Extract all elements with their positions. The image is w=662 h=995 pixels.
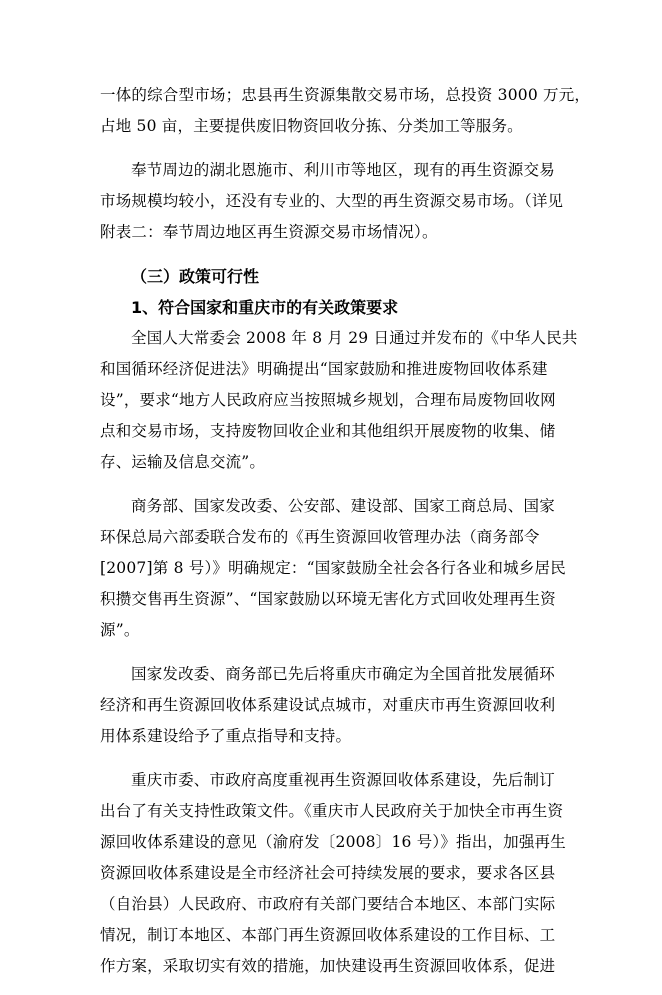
text-line: 源”。 — [100, 621, 140, 639]
text-line: 源回收体系建设的意见（渝府发〔2008〕16 号）》指出，加强再生 — [100, 833, 566, 851]
text-line: 市场规模均较小，还没有专业的、大型的再生资源交易市场。（详见 — [100, 192, 564, 210]
text-line: 点和交易市场，支持废物回收企业和其他组织开展废物的收集、储 — [100, 422, 556, 440]
document-page — [100, 80, 591, 995]
text-line: 国家发改委、商务部已先后将重庆市确定为全国首批发展循环 — [131, 665, 555, 683]
text-line: [2007]第 8 号）》明确规定：“国家鼓励全社会各行各业和城乡居民 — [100, 559, 566, 577]
text-line: 情况，制订本地区、本部门再生资源回收体系建设的工作目标、工 — [100, 926, 556, 944]
text-line: （自治县）人民政府、市政府有关部门要结合本地区、本部门实际 — [100, 895, 556, 913]
text-line: 资源回收体系建设是全市经济社会可持续发展的要求，要求各区县 — [100, 864, 556, 882]
paragraph-circular-economy-law — [100, 323, 578, 478]
paragraph-fengjie-surroundings — [100, 155, 570, 248]
text-line: 作方案，采取切实有效的措施，加快建设再生资源回收体系，促进 — [100, 957, 556, 975]
paragraph-market-overview — [100, 80, 591, 142]
text-line: 经济和再生资源回收体系建设试点城市，对重庆市再生资源回收利 — [100, 696, 556, 714]
paragraph-chongqing-policy — [100, 765, 570, 982]
paragraph-recycling-regulation — [100, 491, 570, 646]
text-line: 商务部、国家发改委、公安部、建设部、国家工商总局、国家 — [131, 497, 555, 515]
text-line: 全国人大常委会 2008 年 8 月 29 日通过并发布的《中华人民共 — [131, 329, 578, 347]
text-line: 和国循环经济促进法》明确提出“国家鼓励和推进废物回收体系建 — [100, 360, 548, 378]
text-line: 存、运输及信息交流”。 — [100, 453, 266, 471]
text-line: 占地 50 亩，主要提供废旧物资回收分拣、分类加工等服务。 — [100, 117, 523, 135]
text-line: 附表二：奉节周边地区再生资源交易市场情况）。 — [100, 223, 438, 241]
text-line: 出台了有关支持性政策文件。《重庆市人民政府关于加快全市再生资 — [100, 802, 564, 820]
subsection-heading: 1、符合国家和重庆市的有关政策要求 — [131, 298, 399, 317]
section-heading: （三）政策可行性 — [131, 267, 260, 286]
paragraph-pilot-city — [100, 659, 570, 752]
text-line: 奉节周边的湖北恩施市、利川市等地区，现有的再生资源交易 — [131, 161, 555, 179]
text-line: 重庆市委、市政府高度重视再生资源回收体系建设，先后制订 — [131, 771, 555, 789]
text-line: 用体系建设给予了重点指导和支持。 — [100, 727, 352, 745]
text-line: 设”，要求“地方人民政府应当按照城乡规划，合理布局废物回收网 — [100, 391, 556, 409]
text-line: 一体的综合型市场；忠县再生资源集散交易市场，总投资 3000 万元， — [100, 86, 591, 104]
text-line: 环保总局六部委联合发布的《再生资源回收管理办法（商务部令 — [100, 528, 540, 546]
text-line: 积攒交售再生资源”、“国家鼓励以环境无害化方式回收处理再生资 — [100, 590, 556, 608]
